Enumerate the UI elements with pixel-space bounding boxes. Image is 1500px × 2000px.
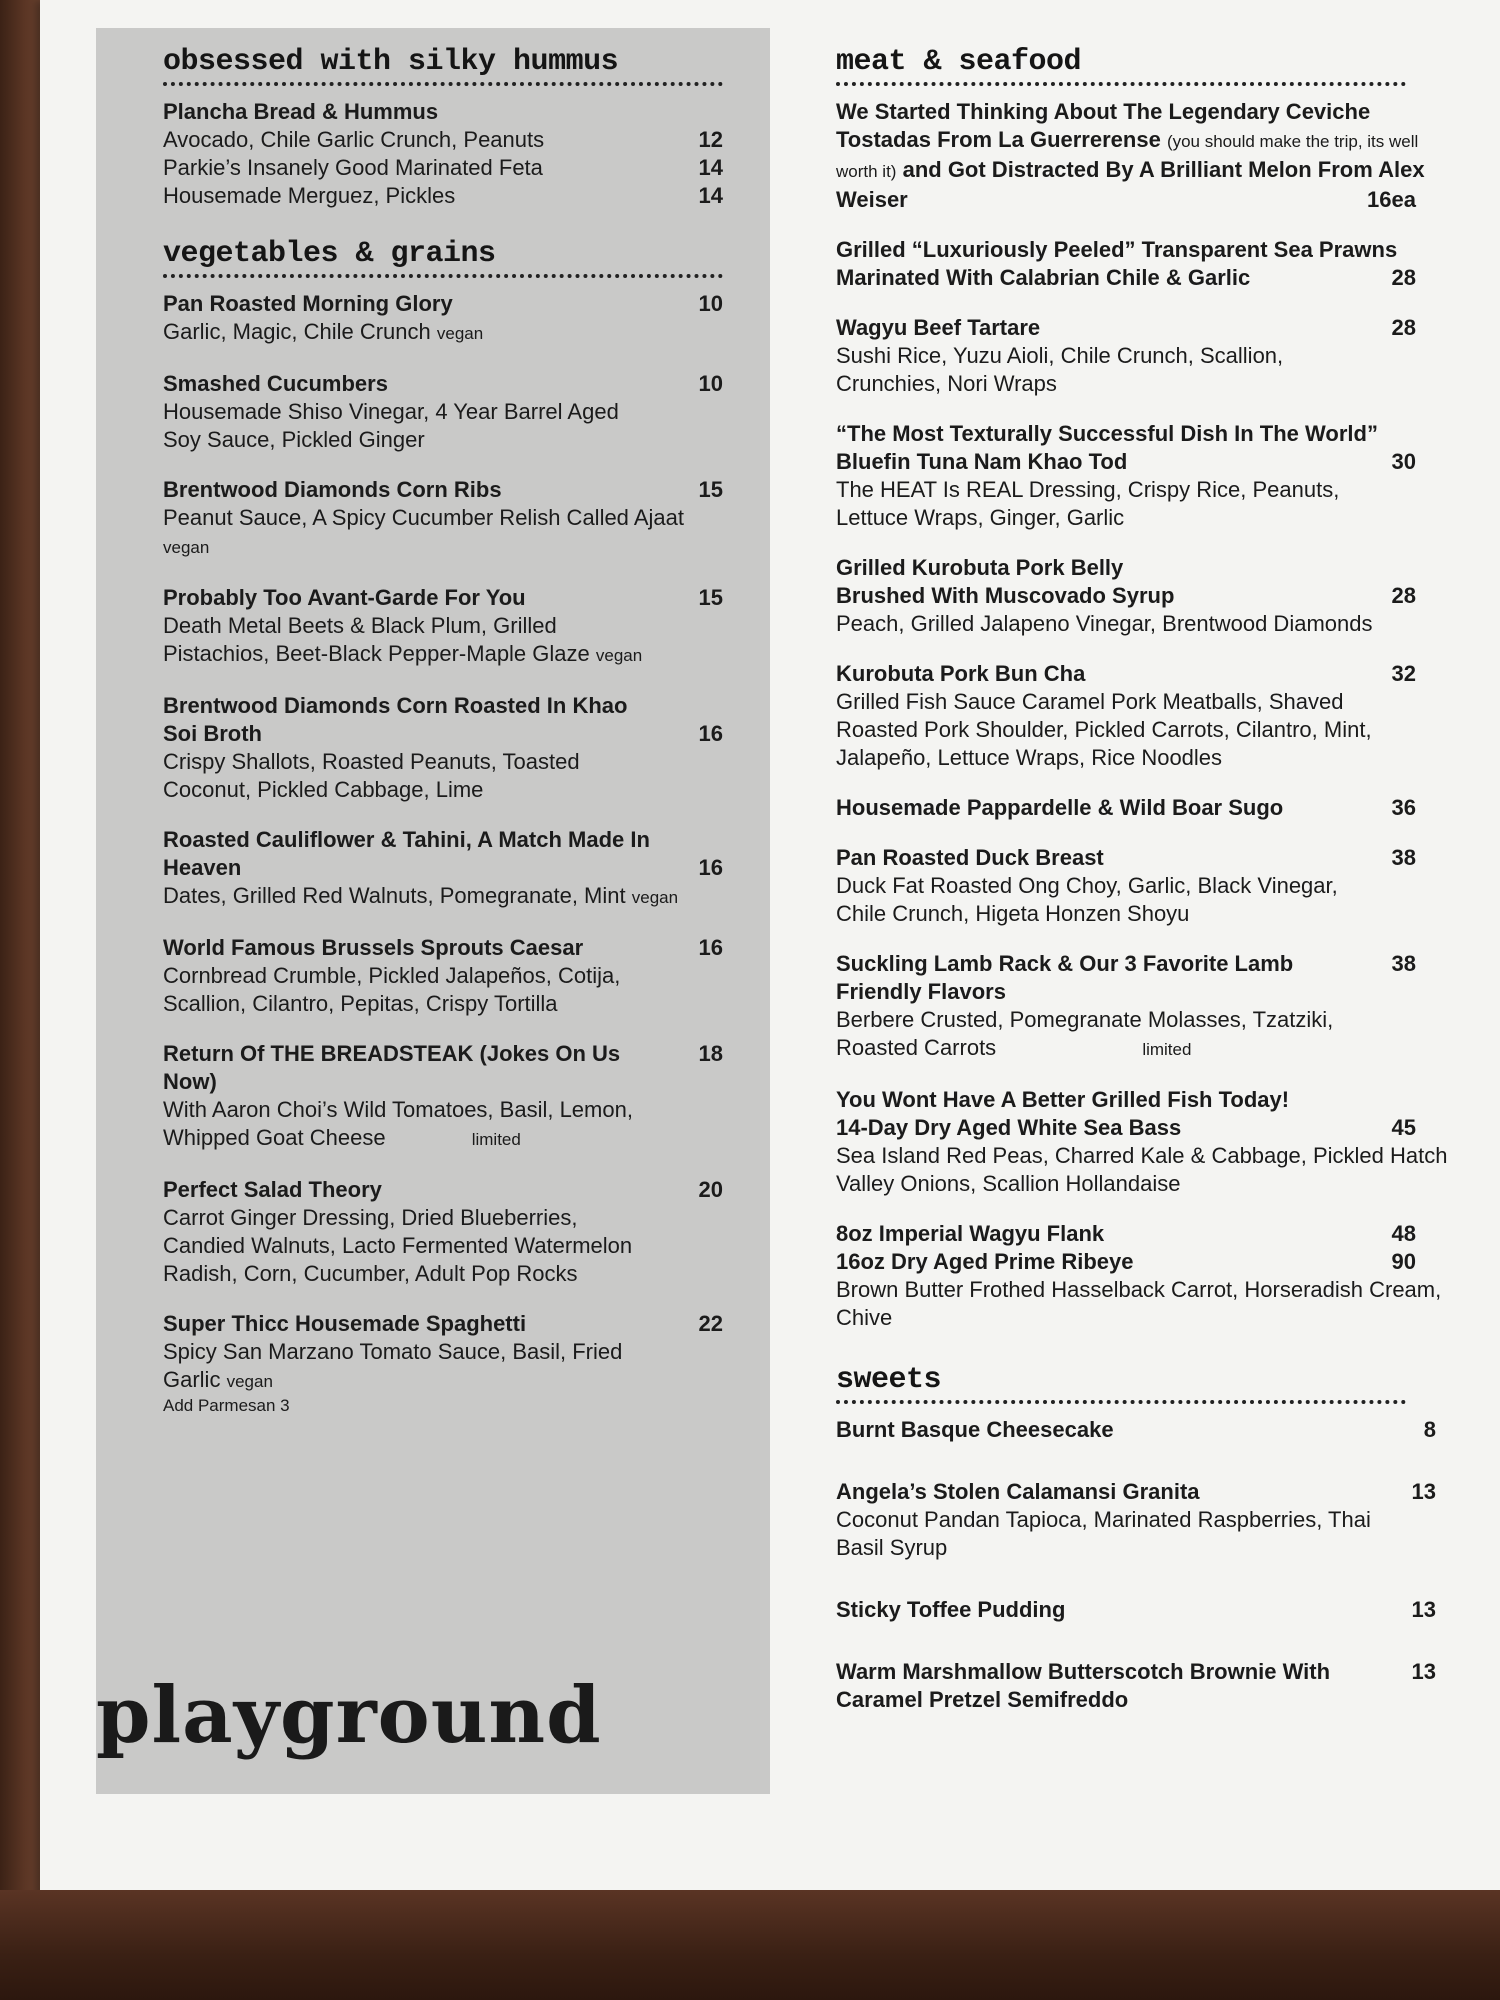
item-price: 14 xyxy=(698,155,723,180)
menu-item xyxy=(836,844,1456,928)
item-name: Smashed Cucumbers xyxy=(163,371,388,396)
item-name: 8oz Imperial Wagyu Flank xyxy=(836,1221,1105,1246)
menu-item xyxy=(836,1086,1456,1198)
item-name: Perfect Salad Theory xyxy=(163,1177,382,1202)
menu-item xyxy=(163,692,723,804)
dotted-divider xyxy=(163,274,723,278)
desc-text: Berbere Crusted, Pomegranate Molasses, Tzatziki, Roasted Carrots xyxy=(836,1007,1334,1060)
steak-row xyxy=(836,1248,1456,1276)
item-name: Return Of THE BREADSTEAK (Jokes On Us Now) xyxy=(163,1041,621,1094)
item-name: Grilled “Luxuriously Peeled” Transparent Sea Prawns Marinated With Calabrian Chile & Garlic xyxy=(836,237,1398,290)
menu-item xyxy=(163,290,723,348)
addon-note: Add Parmesan 3 xyxy=(163,1396,290,1415)
item-row xyxy=(163,182,723,210)
item-desc xyxy=(163,882,723,912)
vegan-tag: vegan xyxy=(595,646,643,665)
section-title-meat: meat & seafood xyxy=(836,45,1082,79)
item-desc xyxy=(163,612,723,670)
item-name: World Famous Brussels Sprouts Caesar xyxy=(163,935,584,960)
menu-item xyxy=(163,1310,723,1416)
item-price: 16 xyxy=(698,935,723,960)
menu-item xyxy=(163,1176,723,1288)
menu-item xyxy=(163,934,723,1018)
dotted-divider xyxy=(836,1400,1406,1404)
menu-item xyxy=(836,314,1456,398)
menu-item-ceviche xyxy=(836,98,1456,214)
item-price: 13 xyxy=(1411,1479,1436,1504)
desc-text: Garlic, Magic, Chile Crunch xyxy=(163,319,431,344)
steak-row xyxy=(836,1220,1456,1248)
item-name: Sticky Toffee Pudding xyxy=(836,1597,1066,1622)
item-desc: Cornbread Crumble, Pickled Jalapeños, Cotija, Scallion, Cilantro, Pepitas, Crispy Tortilla xyxy=(163,963,621,1016)
section-title-hummus: obsessed with silky hummus xyxy=(163,45,619,79)
item-price: 28 xyxy=(1391,583,1416,608)
item-desc: Peach, Grilled Jalapeno Vinegar, Brentwood Diamonds xyxy=(836,611,1373,636)
menu-item xyxy=(163,370,723,454)
item-price: 45 xyxy=(1391,1115,1416,1140)
item-price: 16ea xyxy=(1367,187,1416,212)
menu-item xyxy=(836,660,1456,772)
item-name: Probably Too Avant-Garde For You xyxy=(163,585,526,610)
item-price: 12 xyxy=(698,127,723,152)
dotted-divider xyxy=(836,82,1406,86)
menu-item xyxy=(836,794,1456,822)
item-name: Pan Roasted Morning Glory xyxy=(163,291,453,316)
item-name: Brentwood Diamonds Corn Roasted In Khao Soi Broth xyxy=(163,693,628,746)
item-desc: Housemade Shiso Vinegar, 4 Year Barrel Aged Soy Sauce, Pickled Ginger xyxy=(163,399,619,452)
item-desc xyxy=(836,1006,1456,1064)
item-name: Warm Marshmallow Butterscotch Brownie With Caramel Pretzel Semifreddo xyxy=(836,1659,1331,1712)
item-price: 38 xyxy=(1391,845,1416,870)
desc-text: With Aaron Choi’s Wild Tomatoes, Basil, Lemon, Whipped Goat Cheese xyxy=(163,1097,633,1150)
item-name: Burnt Basque Cheesecake xyxy=(836,1417,1114,1442)
item-desc: Carrot Ginger Dressing, Dried Blueberries, Candied Walnuts, Lacto Fermented Watermelon Radish, Corn, Cucumber, Adult Pop Rocks xyxy=(163,1205,633,1286)
name-part: We Started Thinking About The Legendary Ceviche Tostadas From La Guerrerense xyxy=(836,99,1371,152)
item-desc: Grilled Fish Sauce Caramel Pork Meatballs, Shaved Roasted Pork Shoulder, Pickled Carrots, Cilantro, Mint, Jalapeño, Lettuce Wraps, Rice Noodles xyxy=(836,689,1372,770)
dotted-divider xyxy=(163,82,723,86)
item-name xyxy=(836,98,1456,214)
menu-item xyxy=(836,950,1456,1064)
menu-item xyxy=(836,236,1456,292)
item-name: Kurobuta Pork Bun Cha xyxy=(836,661,1086,686)
item-price: 28 xyxy=(1391,265,1416,290)
item-name: Brentwood Diamonds Corn Ribs xyxy=(163,477,502,502)
item-price: 8 xyxy=(1423,1417,1436,1442)
item-name: Suckling Lamb Rack & Our 3 Favorite Lamb Friendly Flavors xyxy=(836,951,1294,1004)
item-desc xyxy=(163,504,723,562)
row-text: Housemade Merguez, Pickles xyxy=(163,183,456,208)
item-desc xyxy=(163,1338,723,1396)
item-desc: Crispy Shallots, Roasted Peanuts, Toasted Coconut, Pickled Cabbage, Lime xyxy=(163,749,580,802)
limited-tag: limited xyxy=(1142,1040,1192,1059)
item-desc: Brown Butter Frothed Hasselback Carrot, Horseradish Cream, Chive xyxy=(836,1277,1442,1330)
menu-item xyxy=(163,584,723,670)
item-desc: The HEAT Is REAL Dressing, Crispy Rice, Peanuts, Lettuce Wraps, Ginger, Garlic xyxy=(836,477,1340,530)
item-price: 18 xyxy=(698,1041,723,1066)
item-name: Plancha Bread & Hummus xyxy=(163,99,439,124)
menu-item xyxy=(836,1416,1456,1444)
item-price: 36 xyxy=(1391,795,1416,820)
desc-text: Dates, Grilled Red Walnuts, Pomegranate, Mint xyxy=(163,883,626,908)
menu-item xyxy=(836,1596,1456,1624)
item-desc: Sushi Rice, Yuzu Aioli, Chile Crunch, Scallion, Crunchies, Nori Wraps xyxy=(836,343,1284,396)
desc-text: Spicy San Marzano Tomato Sauce, Basil, Fried Garlic xyxy=(163,1339,623,1392)
item-name: Super Thicc Housemade Spaghetti xyxy=(163,1311,527,1336)
wood-table-edge-left xyxy=(0,0,40,1900)
item-row xyxy=(163,126,723,154)
item-name: Housemade Pappardelle & Wild Boar Sugo xyxy=(836,795,1284,820)
item-price: 13 xyxy=(1411,1597,1436,1622)
item-name: 16oz Dry Aged Prime Ribeye xyxy=(836,1249,1134,1274)
menu-item xyxy=(163,826,723,912)
item-name: Grilled Kurobuta Pork Belly Brushed With Muscovado Syrup xyxy=(836,555,1175,608)
item-desc: Sea Island Red Peas, Charred Kale & Cabbage, Pickled Hatch Valley Onions, Scallion Hollandaise xyxy=(836,1143,1448,1196)
desc-text: Death Metal Beets & Black Plum, Grilled Pistachios, Beet-Black Pepper-Maple Glaze xyxy=(163,613,590,666)
row-text: Avocado, Chile Garlic Crunch, Peanuts xyxy=(163,127,545,152)
item-row xyxy=(163,154,723,182)
item-name: You Wont Have A Better Grilled Fish Today! 14-Day Dry Aged White Sea Bass xyxy=(836,1087,1290,1140)
section-title-sweets: sweets xyxy=(836,1363,942,1397)
wood-table-edge-bottom xyxy=(0,1890,1500,2000)
item-price: 14 xyxy=(698,183,723,208)
name-part: and Got Distracted By A Brilliant Melon From Alex Weiser xyxy=(836,157,1425,212)
restaurant-logo: playground xyxy=(96,1670,602,1761)
limited-tag: limited xyxy=(471,1130,521,1149)
item-price: 10 xyxy=(698,291,723,316)
item-price: 28 xyxy=(1391,315,1416,340)
aside-note: (you should make the trip, its well worth it) xyxy=(836,132,1419,181)
item-price: 30 xyxy=(1391,449,1416,474)
left-column xyxy=(163,44,723,1416)
item-price: 32 xyxy=(1391,661,1416,686)
item-desc xyxy=(163,1096,723,1154)
item-price: 38 xyxy=(1391,951,1416,976)
vegan-tag: vegan xyxy=(436,324,484,343)
item-desc xyxy=(163,318,723,348)
right-column xyxy=(836,44,1456,1714)
vegan-tag: vegan xyxy=(631,888,679,907)
item-name: Roasted Cauliflower & Tahini, A Match Made In Heaven xyxy=(163,827,650,880)
item-name: “The Most Texturally Successful Dish In The World” Bluefin Tuna Nam Khao Tod xyxy=(836,421,1378,474)
menu-item-steaks xyxy=(836,1220,1456,1332)
menu-item-hummus xyxy=(163,98,723,210)
section-title-vegetables: vegetables & grains xyxy=(163,237,496,271)
item-price: 15 xyxy=(698,477,723,502)
desc-text: Peanut Sauce, A Spicy Cucumber Relish Called Ajaat xyxy=(163,505,684,530)
item-price: 16 xyxy=(698,721,723,746)
vegan-tag: vegan xyxy=(163,538,210,557)
item-price: 13 xyxy=(1411,1659,1436,1684)
menu-item xyxy=(836,554,1456,638)
item-name: Wagyu Beef Tartare xyxy=(836,315,1041,340)
item-desc: Duck Fat Roasted Ong Choy, Garlic, Black Vinegar, Chile Crunch, Higeta Honzen Shoyu xyxy=(836,873,1338,926)
item-price: 15 xyxy=(698,585,723,610)
item-price: 90 xyxy=(1391,1249,1416,1274)
item-name: Pan Roasted Duck Breast xyxy=(836,845,1104,870)
menu-item xyxy=(836,420,1456,532)
vegan-tag: vegan xyxy=(226,1372,273,1391)
item-price: 48 xyxy=(1391,1221,1416,1246)
item-price: 16 xyxy=(698,855,723,880)
menu-item xyxy=(163,1040,723,1154)
item-price: 10 xyxy=(698,371,723,396)
item-price: 20 xyxy=(698,1177,723,1202)
item-name: Angela’s Stolen Calamansi Granita xyxy=(836,1479,1200,1504)
item-price: 22 xyxy=(698,1311,723,1336)
menu-item xyxy=(163,476,723,562)
menu-item xyxy=(836,1658,1456,1714)
menu-item xyxy=(836,1478,1456,1562)
row-text: Parkie’s Insanely Good Marinated Feta xyxy=(163,155,543,180)
item-desc: Coconut Pandan Tapioca, Marinated Raspberries, Thai Basil Syrup xyxy=(836,1507,1371,1560)
